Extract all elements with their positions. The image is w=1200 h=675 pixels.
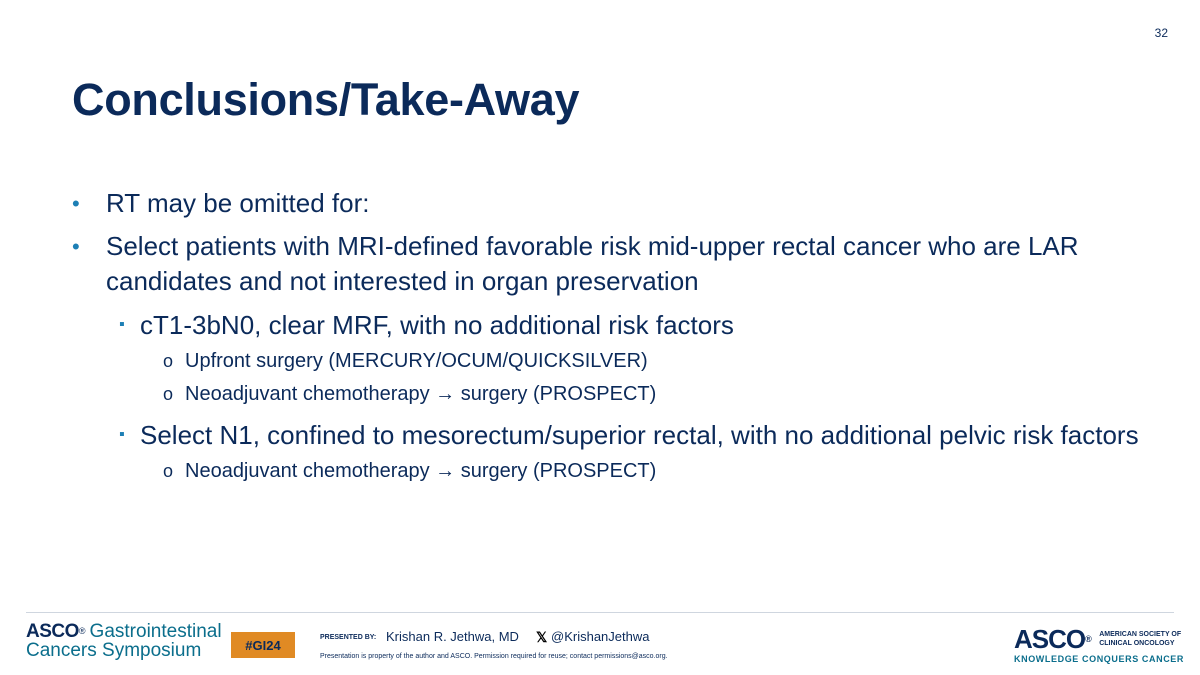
asco-wordmark: ASCO	[26, 621, 79, 642]
sub-sub-bullet-item	[72, 345, 1152, 378]
society-line2: CLINICAL ONCOLOGY	[1099, 640, 1175, 647]
sub-bullet-text: Select N1, confined to mesorectum/superior rectal, with no additional pelvic risk factors	[140, 420, 1139, 450]
symposium-logo	[26, 622, 222, 660]
bullet-item	[72, 229, 1152, 299]
bullet-dot-icon: •	[72, 234, 80, 259]
sub-sub-bullet-text: Upfront surgery (MERCURY/OCUM/QUICKSILVER)	[185, 350, 648, 372]
circle-bullet-icon: o	[163, 384, 174, 404]
asco-logo	[1014, 626, 1184, 664]
society-line1: AMERICAN SOCIETY OF	[1099, 631, 1182, 638]
registered-mark: ®	[1085, 634, 1091, 644]
sub-sub-bullet-text: Neoadjuvant chemotherapy → surgery (PROSPECT)	[185, 460, 657, 482]
slide-number: 32	[1154, 26, 1168, 40]
symposium-line2: Cancers Symposium	[26, 640, 202, 661]
sub-sub-bullet-item	[72, 455, 1152, 488]
social-handle: @KrishanJethwa	[551, 629, 650, 644]
copyright-disclaimer: Presentation is property of the author and ASCO. Permission required for reuse; contact permissions@asco.org.	[320, 653, 668, 660]
square-bullet-icon: ▪	[119, 426, 125, 443]
circle-bullet-icon: o	[163, 351, 174, 371]
bullet-item	[72, 186, 1152, 221]
bullet-text: Select patients with MRI-defined favorable risk mid-upper rectal cancer who are LAR candidates and not interested in organ preservation	[106, 231, 1079, 296]
sub-sub-bullet-text: Neoadjuvant chemotherapy → surgery (PROSPECT)	[185, 383, 657, 405]
asco-wordmark: ASCO	[1014, 624, 1086, 654]
presented-by-label: PRESENTED BY:	[320, 634, 377, 641]
sub-bullet-item	[72, 417, 1152, 453]
asco-tagline: KNOWLEDGE CONQUERS CANCER	[1014, 654, 1185, 664]
circle-bullet-icon: o	[163, 461, 174, 481]
hashtag-badge: #GI24	[231, 632, 295, 658]
sub-bullet-text: cT1-3bN0, clear MRF, with no additional risk factors	[140, 310, 734, 340]
square-bullet-icon: ▪	[119, 316, 125, 333]
presenter-name: Krishan R. Jethwa, MD	[386, 629, 519, 644]
footer-divider	[26, 612, 1174, 613]
bullet-list	[72, 186, 1152, 488]
x-logo-icon: 𝕏	[536, 629, 548, 645]
sub-bullet-item	[72, 307, 1152, 343]
registered-mark: ®	[78, 626, 86, 636]
slide-title: Conclusions/Take-Away	[72, 74, 580, 125]
bullet-dot-icon: •	[72, 191, 80, 216]
bullet-text: RT may be omitted for:	[106, 188, 370, 218]
symposium-line1: Gastrointestinal	[89, 621, 222, 642]
sub-sub-bullet-item	[72, 378, 1152, 411]
